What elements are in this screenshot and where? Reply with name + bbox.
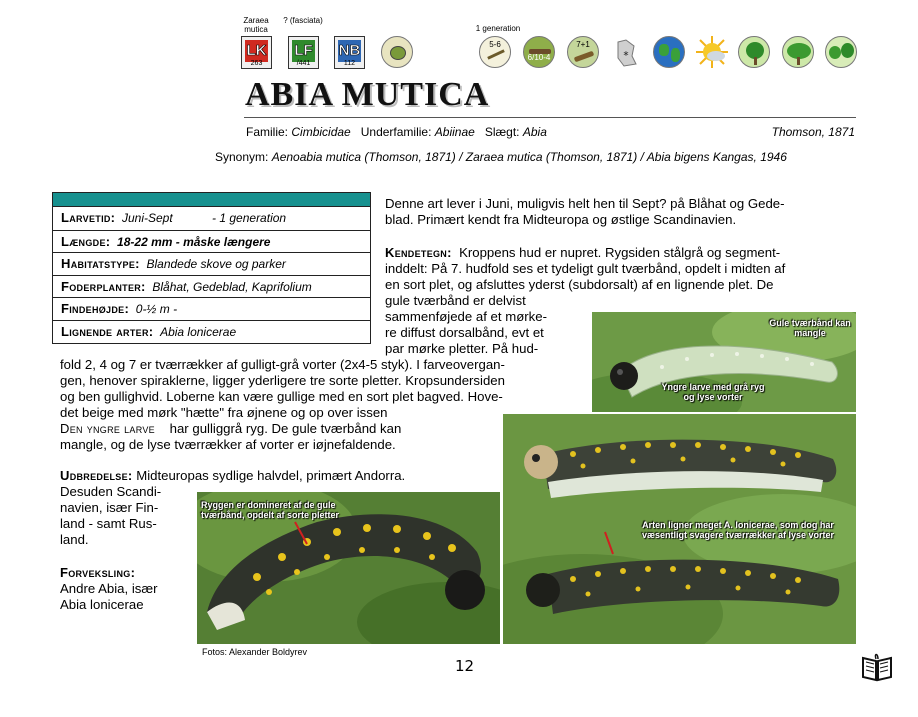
tag-letters: NB [338, 42, 361, 59]
slaegt-label: Slægt: [484, 125, 520, 139]
title-divider [244, 117, 856, 118]
info-value: Blåhat, Gedeblad, Kaprifolium [152, 279, 312, 294]
info-row-laengde [53, 230, 370, 253]
text-line: mangle, og de lyse tværrækker af vorter er iøjnefaldende. [60, 437, 396, 452]
info-extra: - 1 generation [212, 211, 287, 225]
familie-value: Cimbicidae [291, 125, 351, 139]
section-heading: Forveksling: [60, 565, 136, 580]
text-line [60, 468, 405, 483]
globe-icon [653, 36, 685, 68]
text-line: navien, især Fin- [60, 500, 159, 515]
author: Thomson, 1871 [771, 125, 855, 139]
period-text: 6/10-4 [527, 53, 551, 62]
info-label: Larvetid: [61, 210, 116, 225]
info-label: Findehøjde: [61, 301, 130, 317]
tag-number: /441 [296, 60, 311, 67]
tag-caption: ? (fasciata) [283, 16, 323, 25]
underfamilie-label: Underfamilie: [360, 125, 432, 139]
deciduous-forest-icon [825, 36, 857, 68]
text-line: blad. Primært kendt fra Midteuropa og østlige Scandinavien. [385, 212, 737, 227]
info-label: Lignende arter: [61, 323, 154, 339]
photo-caption: Gule tværbånd kan mangle [769, 318, 851, 338]
info-box-header [53, 193, 370, 207]
synonym-text: Aenoabia mutica (Thomson, 1871) / Zaraea mutica (Thomson, 1871) / Abia bigens Kangas, 1946 [271, 150, 787, 164]
info-value: Juni-Sept [121, 211, 173, 225]
photo-curled-larva [197, 492, 500, 644]
sun-icon [695, 35, 729, 69]
period-text: 7+1 [576, 40, 590, 49]
period-icon [479, 36, 511, 68]
text-line: fold 2, 4 og 7 er tværrækker af gulligt-grå vorter (2x4-5 styk). I farveovergan- [60, 357, 505, 372]
page-title: ABIA MUTICA [245, 76, 490, 113]
text-line: re diffust dorsalbånd, evt et [385, 325, 544, 340]
text-line [385, 245, 780, 260]
info-row-foderplanter [53, 275, 370, 298]
info-value: 18-22 mm - måske længere [117, 234, 271, 249]
text-line: Andre Abia, især [60, 581, 158, 596]
photo-caption: Arten ligner meget A. lonicerae, som dog har væsentligt svagere tværrækker af lyse vorter [641, 520, 835, 540]
tag-letters: LF [294, 42, 313, 59]
photo-caption: Ryggen er domineret af de gule tværbånd, opdelt af sorte pletter [201, 500, 340, 520]
synonym-line [215, 150, 787, 164]
book-reference-tag[interactable] [288, 36, 319, 69]
photo-young-larva [592, 312, 856, 412]
info-row-findehoejde [53, 297, 370, 320]
info-row-larvetid [53, 207, 370, 230]
photo-caption: Yngre larve med grå ryg og lyse vorter [661, 382, 765, 402]
familie-label: Familie: [246, 125, 289, 139]
text-span: har gulliggrå ryg. De gule tværbånd kan [169, 421, 402, 436]
underfamilie-value: Abiinae [434, 125, 475, 139]
larva-icon [381, 36, 413, 68]
text-line: en sort plet, og afsluttes yderst (subdorsalt) af en lignende plet. De [385, 277, 774, 292]
tag-number: 112 [343, 60, 356, 67]
tag-number: 263 [250, 60, 263, 67]
section-heading: Den yngre larve [60, 421, 155, 436]
text-line: par mørke pletter. På hud- [385, 341, 539, 356]
forest-icon [782, 36, 814, 68]
book-reference-tag[interactable] [334, 36, 365, 69]
info-value: Abia lonicerae [160, 324, 237, 339]
svg-text:∗: ∗ [622, 49, 630, 58]
text-line [60, 565, 135, 580]
text-line: sammenføjede af et mørke- [385, 309, 547, 324]
text-line: land. [60, 532, 89, 547]
info-value: Blandede skove og parker [146, 257, 286, 272]
taxonomy-line [246, 125, 547, 139]
info-value: 0-½ m - [135, 302, 178, 317]
text-line: og ben gullighvid. Loberne kan være gullige med en sort plet bagved. Hove- [60, 389, 503, 404]
generation-caption: 1 generation [475, 24, 521, 33]
info-box [52, 192, 371, 344]
info-label: Habitatstype: [61, 256, 140, 272]
info-row-lignende [53, 320, 370, 343]
text-line: land - samt Rus- [60, 516, 157, 531]
period-icon [567, 36, 599, 68]
text-line: Abia lonicerae [60, 597, 144, 612]
section-heading: Udbredelse: [60, 468, 133, 483]
tree-icon [738, 36, 770, 68]
photo-credit: Fotos: Alexander Boldyrev [202, 647, 308, 657]
info-label: Længde: [61, 233, 111, 249]
section-heading: Kendetegn: [385, 245, 452, 260]
text-line: Denne art lever i Juni, muligvis helt hen til Sept? på Blåhat og Gede- [385, 196, 785, 211]
text-line: det beige med mørk "hætte" fra øjnene og op over issen [60, 405, 388, 420]
book-reference-tag[interactable] [241, 36, 272, 69]
text-line: inddelt: På 7. hudfold ses et tydeligt gult tværbånd, opdelt i midten af [385, 261, 786, 276]
photo-mature-larvae [503, 414, 856, 644]
tag-letters: LK [246, 42, 267, 59]
text-span: Kroppens hud er nupret. Rygsiden stålgrå og segment- [459, 245, 781, 260]
text-line: gen, henover spiraklerne, ligger yderligere tre sorte pletter. Kropsundersiden [60, 373, 505, 388]
text-line: Desuden Scandi- [60, 484, 162, 499]
scale-icon [612, 38, 640, 68]
period-text: 5-6 [489, 40, 501, 49]
text-span: Midteuropas sydlige halvdel, primært Andorra. [136, 468, 406, 483]
text-line [60, 421, 401, 436]
info-label: Foderplanter: [61, 278, 146, 294]
book-icon[interactable] [860, 650, 894, 684]
synonym-label: Synonym: [215, 150, 269, 164]
info-row-habitat [53, 252, 370, 275]
slaegt-value: Abia [522, 125, 547, 139]
tag-caption: Zaraea mutica [243, 16, 269, 34]
text-line: gule tværbånd er delvist [385, 293, 526, 308]
plant-stage-icon [523, 36, 555, 68]
page-number: 12 [455, 657, 475, 675]
